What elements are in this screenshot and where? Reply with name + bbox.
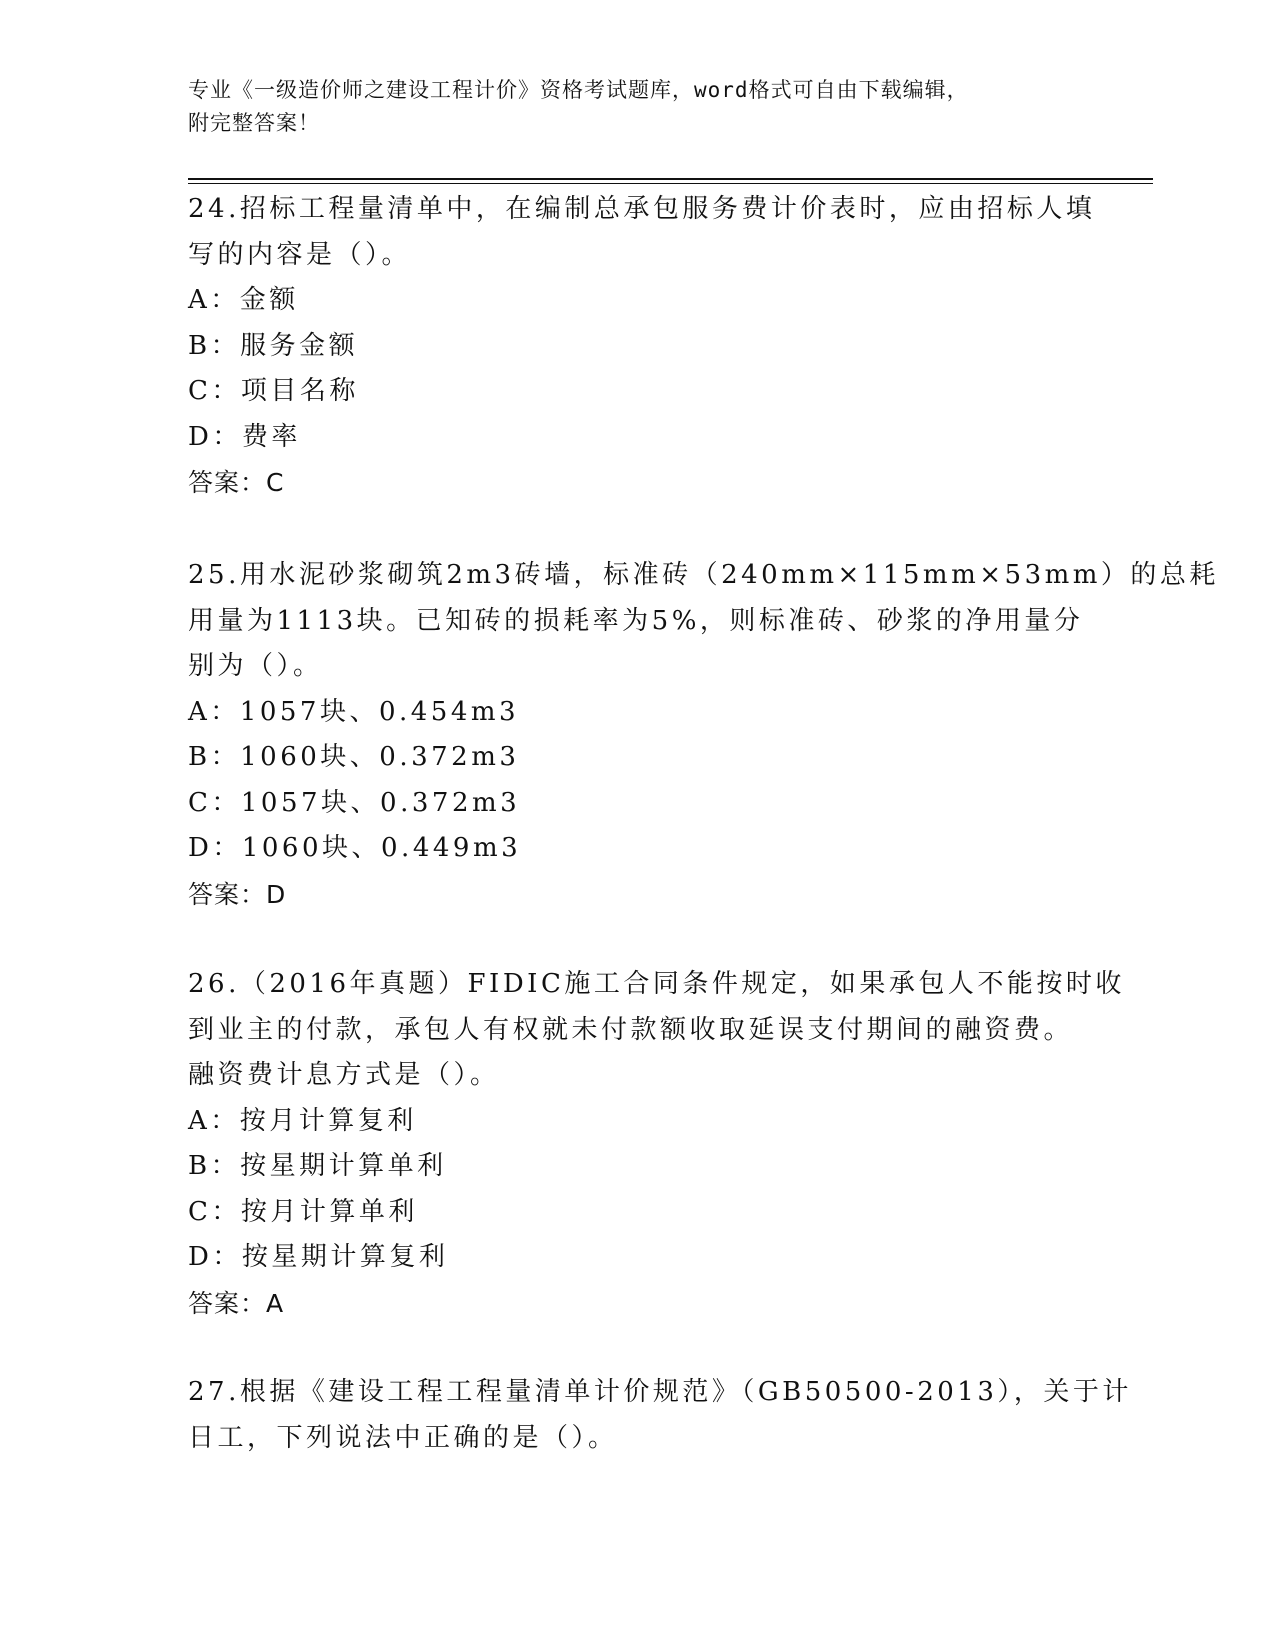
option-d: D：按星期计算复利: [188, 1242, 449, 1272]
option-c: C：项目名称: [188, 376, 359, 406]
option-a: A：1057块、0.454m3: [188, 696, 520, 727]
header-divider-thick: [188, 178, 1153, 180]
question-25: [188, 553, 1219, 917]
option-d: D：费率: [188, 421, 301, 452]
question-26: [188, 962, 1125, 1326]
header-line-1: 专业《一级造价师之建设工程计价》资格考试题库，word格式可自由下载编辑，: [188, 78, 969, 102]
question-stem-line: 25.用水泥砂浆砌筑2m3砖墙，标准砖（240mm×115mm×53mm）的总耗: [188, 560, 1219, 590]
question-stem-line: 别为（）。: [188, 651, 323, 681]
option-c: C：按月计算单利: [188, 1196, 418, 1227]
question-stem-line: 24.招标工程量清单中，在编制总承包服务费计价表时，应由招标人填: [188, 194, 1096, 224]
question-stem-line: 日工，下列说法中正确的是（）。: [188, 1422, 618, 1453]
option-b: B：按星期计算单利: [188, 1151, 447, 1181]
option-b: B：1060块、0.372m3: [188, 742, 520, 772]
header-line-2: 附完整答案！: [188, 111, 320, 135]
question-27: [188, 1370, 1132, 1461]
question-stem-line: 到业主的付款，承包人有权就未付款额收取延误支付期间的融资费。: [188, 1014, 1074, 1045]
answer-line: 答案：A: [188, 1288, 285, 1318]
question-stem-line: 27.根据《建设工程工程量清单计价规范》（GB50500-2013），关于计: [188, 1377, 1132, 1407]
question-stem-line: 用量为1113块。已知砖的损耗率为5%，则标准砖、砂浆的净用量分: [188, 605, 1084, 636]
option-d: D：1060块、0.449m3: [188, 833, 522, 863]
answer-line: 答案：D: [188, 879, 287, 909]
question-stem-line: 26.（2016年真题）FIDIC施工合同条件规定，如果承包人不能按时收: [188, 969, 1125, 999]
option-b: B：服务金额: [188, 330, 359, 361]
document-header: [188, 74, 1088, 140]
option-a: A：按月计算复利: [188, 1105, 417, 1136]
option-c: C：1057块、0.372m3: [188, 787, 521, 818]
question-24: [188, 187, 1096, 506]
header-divider-thin: [188, 183, 1153, 184]
answer-line: 答案：C: [188, 468, 285, 497]
option-a: A：金额: [188, 285, 299, 315]
question-stem-line: 融资费计息方式是（）。: [188, 1060, 500, 1090]
question-stem-line: 写的内容是（）。: [188, 239, 412, 270]
